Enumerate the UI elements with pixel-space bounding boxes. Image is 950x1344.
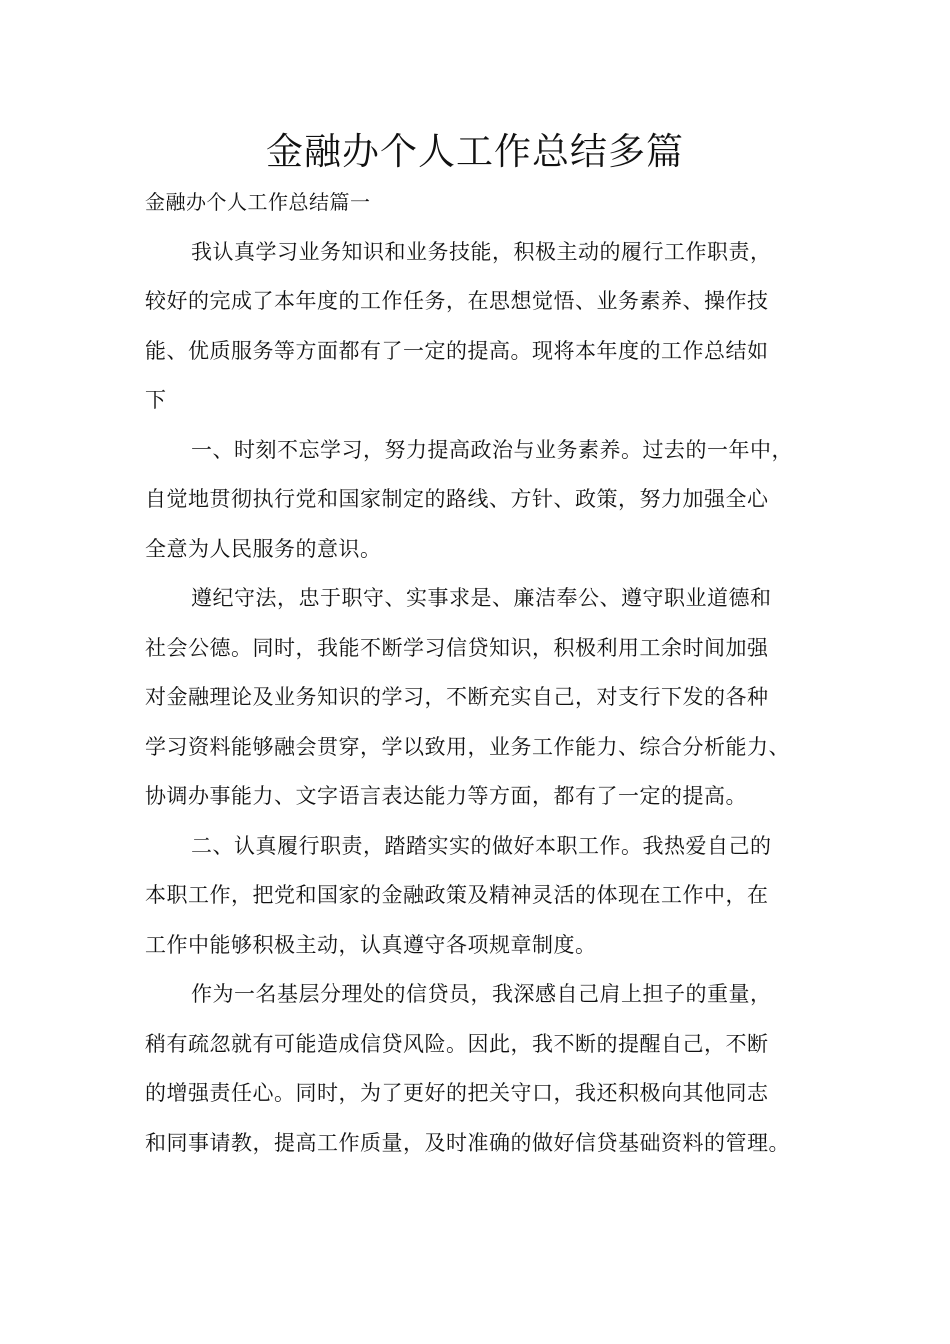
- text-line: 下: [145, 388, 167, 412]
- text-line: 二、认真履行职责，踏踏实实的做好本职工作。我热爱自己的: [191, 833, 772, 858]
- text-line: 能、优质服务等方面都有了一定的提高。现将本年度的工作总结如: [145, 338, 769, 363]
- text-line: 对金融理论及业务知识的学习，不断充实自己，对支行下发的各种: [145, 685, 769, 709]
- text-line: 社会公德。同时，我能不断学习信贷知识，积极利用工余时间加强: [145, 635, 769, 660]
- document-body: [145, 178, 825, 1168]
- text-line: 和同事请教，提高工作质量，及时准确的做好信贷基础资料的管理。: [145, 1130, 790, 1155]
- text-line: 本职工作，把党和国家的金融政策及精神灵活的体现在工作中，在: [145, 883, 769, 907]
- text-line: 自觉地贯彻执行党和国家制定的路线、方针、政策，努力加强全心: [145, 487, 769, 511]
- text-line: 较好的完成了本年度的工作任务，在思想觉悟、业务素养、操作技: [145, 289, 769, 313]
- text-line: 一、时刻不忘学习，努力提高政治与业务素养。过去的一年中，: [191, 437, 793, 462]
- text-line: 工作中能够积极主动，认真遵守各项规章制度。: [145, 932, 597, 957]
- text-line: 作为一名基层分理处的信贷员，我深感自己肩上担子的重量，: [191, 982, 772, 1006]
- section-heading: 金融办个人工作总结篇一: [145, 190, 371, 214]
- text-line: 协调办事能力、文字语言表达能力等方面，都有了一定的提高。: [145, 784, 747, 808]
- text-line: 我认真学习业务知识和业务技能，积极主动的履行工作职责，: [191, 239, 772, 264]
- text-line: 全意为人民服务的意识。: [145, 536, 382, 561]
- text-line: 稍有疏忽就有可能造成信贷风险。因此，我不断的提醒自己，不断: [145, 1031, 769, 1056]
- text-line: 的增强责任心。同时，为了更好的把关守口，我还积极向其他同志: [145, 1081, 769, 1105]
- text-line: 学习资料能够融会贯穿，学以致用，业务工作能力、综合分析能力、: [145, 734, 790, 759]
- document-title: 金融办个人工作总结多篇: [266, 130, 684, 173]
- text-line: 遵纪守法，忠于职守、实事求是、廉洁奉公、遵守职业道德和: [191, 586, 772, 610]
